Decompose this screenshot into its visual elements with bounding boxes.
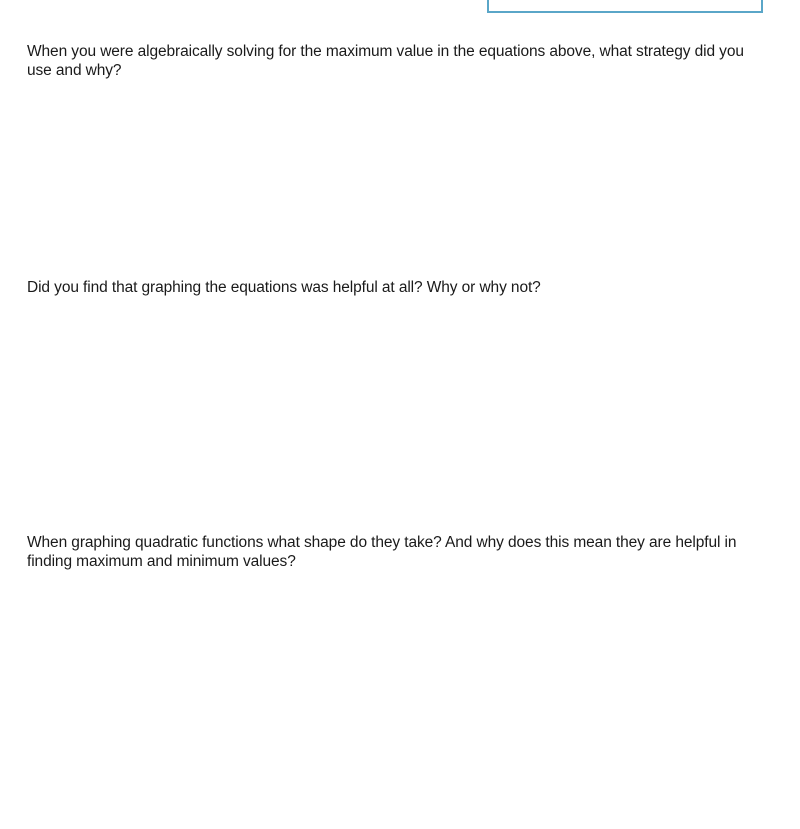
question-graphing-helpful: Did you find that graphing the equations was helpful at all? Why or why not? [27,279,541,296]
answer-box-previous[interactable] [487,0,763,13]
question-strategy: When you were algebraically solving for the maximum value in the equations above, what strategy did you use and why? [27,43,744,79]
question-quadratic-shape: When graphing quadratic functions what shape do they take? And why does this mean they are helpful in finding maximum and minimum values? [27,534,737,570]
